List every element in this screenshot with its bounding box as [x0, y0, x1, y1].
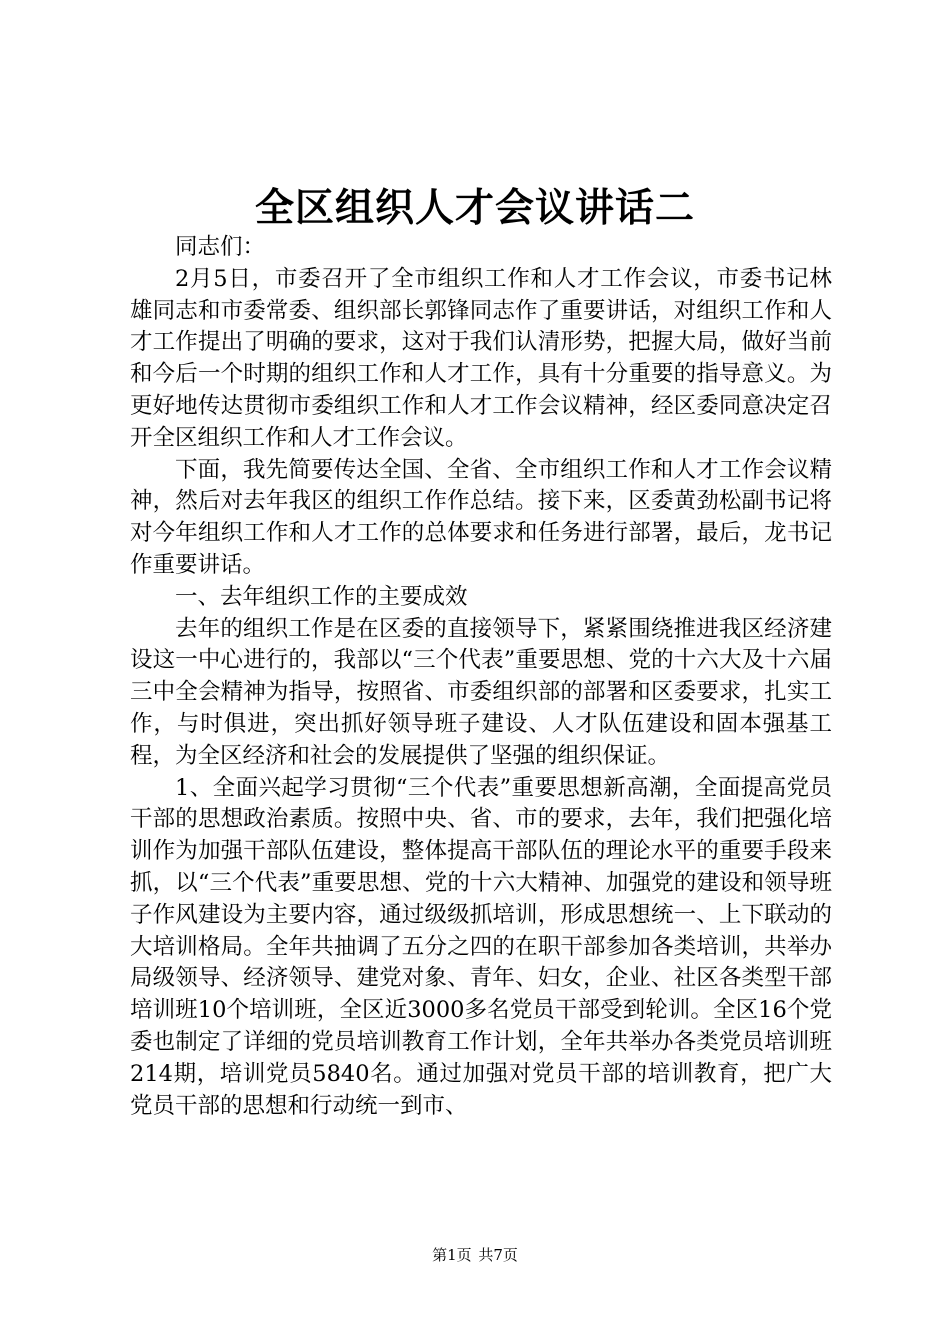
- page-footer: [0, 1245, 950, 1265]
- page-total: 共7页: [478, 1246, 518, 1264]
- body-paragraph: 去年的组织工作是在区委的直接领导下，紧紧围绕推进我区经济建设这一中心进行的，我部以“三个代表”重要思想、党的十六大及十六届三中全会精神为指导，按照省、市委组织部的部署和区委要求，扎实工作，与时俱进，突出抓好领导班子建设、人才队伍建设和固本强基工程，为全区经济和社会的发展提供了坚强的组织保证。: [130, 615, 832, 769]
- document-body: [130, 232, 832, 1122]
- page-number: 第1页: [432, 1246, 472, 1264]
- body-paragraph: 1、全面兴起学习贯彻“三个代表”重要思想新高潮，全面提高党员干部的思想政治素质。按照中央、省、市的要求，去年，我们把强化培训作为加强干部队伍建设，整体提高干部队伍的理论水平的重要手段来抓，以“三个代表”重要思想、党的十六大精神、加强党的建设和领导班子作风建设为主要内容，通过级级抓培训，形成思想统一、上下联动的大培训格局。全年共抽调了五分之四的在职干部参加各类培训，共举办局级领导、经济领导、建党对象、青年、妇女，企业、社区各类型干部培训班10个培训班，全区近3000多名党员干部受到轮训。全区16个党委也制定了详细的党员培训教育工作计划，全年共举办各类党员培训班214期，培训党员5840名。通过加强对党员干部的培训教育，把广大党员干部的思想和行动统一到市、: [130, 774, 832, 1119]
- salutation-paragraph: 同志们：: [175, 234, 266, 260]
- body-paragraph: 2月5日，市委召开了全市组织工作和人才工作会议，市委书记林雄同志和市委常委、组织部长郭锋同志作了重要讲话，对组织工作和人才工作提出了明确的要求，这对于我们认清形势，把握大局，做好当前和今后一个时期的组织工作和人才工作，具有十分重要的指导意义。为更好地传达贯彻市委组织工作和人才工作会议精神，经区委同意决定召开全区组织工作和人才工作会议。: [130, 265, 832, 451]
- body-paragraph: 下面，我先简要传达全国、全省、全市组织工作和人才工作会议精神，然后对去年我区的组织工作作总结。接下来，区委黄劲松副书记将对今年组织工作和人才工作的总体要求和任务进行部署，最后，龙书记作重要讲话。: [130, 456, 832, 578]
- document-title: 全区组织人才会议讲话二: [254, 185, 695, 231]
- section-heading: 一、去年组织工作的主要成效: [175, 583, 468, 610]
